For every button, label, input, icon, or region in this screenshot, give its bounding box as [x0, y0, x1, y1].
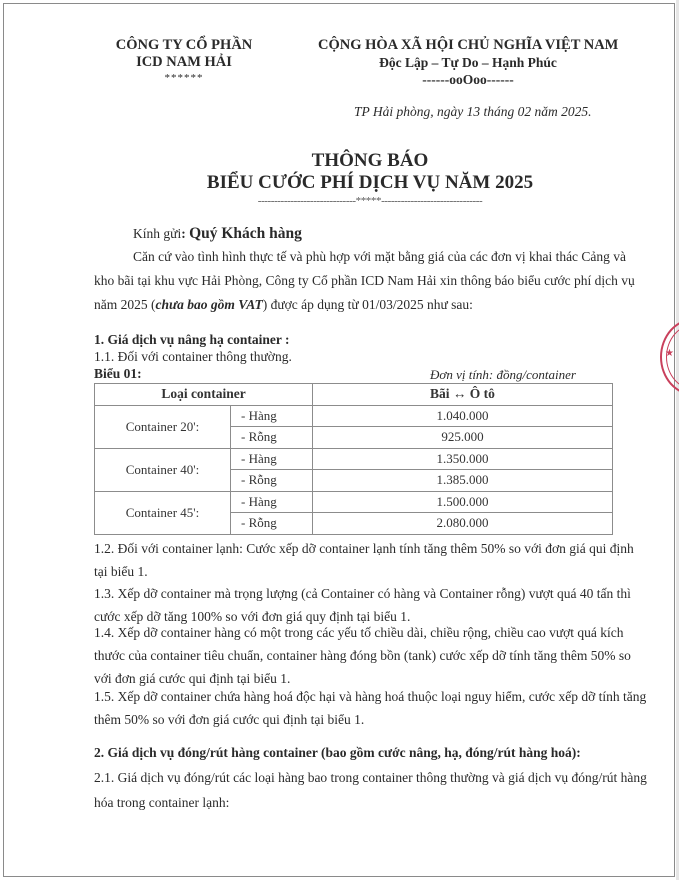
clause-1-5-line-2: thêm 50% so với đơn giá cước qui định tại biểu 1. [94, 712, 365, 727]
company-line-2: ICD NAM HẢI [136, 54, 232, 70]
clause-1-4-line-1: 1.4. Xếp dỡ container hàng có một trong các yếu tố chiều dài, chiều rộng, chiều cao vượt quá kích [94, 625, 624, 640]
national-header [318, 37, 618, 88]
status-cell: - Hàng [231, 491, 313, 513]
company-stars: ****** [164, 72, 204, 84]
intro-line-1: Căn cứ vào tình hình thực tế và phù hợp với mặt bằng giá của các đơn vị khai thác Cảng và [133, 249, 627, 264]
section-2-heading: 2. Giá dịch vụ đóng/rút hàng container (bao gồm cước nâng, hạ, đóng/rút hàng hoá): [94, 745, 581, 760]
section-1-heading: 1. Giá dịch vụ nâng hạ container : [94, 332, 290, 347]
title-divider: ------------------------------*****------------------------------- [257, 195, 483, 207]
title-line-2: BIỂU CƯỚC PHÍ DỊCH VỤ NĂM 2025 [206, 172, 534, 193]
price-cell: 1.500.000 [313, 491, 613, 513]
company-header [100, 37, 268, 85]
status-cell: - Rỗng [231, 427, 313, 449]
greeting-prefix: Kính gửi [133, 226, 182, 241]
price-cell: 1.385.000 [313, 470, 613, 492]
clause-1-3-line-2: cước xếp dỡ tăng 100% so với đơn giá quy định tại biểu 1. [94, 609, 411, 624]
status-cell: - Rỗng [231, 470, 313, 492]
price-cell: 2.080.000 [313, 513, 613, 535]
table-row [95, 491, 613, 513]
intro-line-2: kho bãi tại khu vực Hải Phòng, Công ty Cổ phần ICD Nam Hải xin thông báo biểu cước phí dịch vụ [94, 273, 635, 288]
header-yard-truck: Bãi ↔ Ô tô [313, 384, 613, 406]
greeting-colon: : [181, 226, 190, 241]
table-header-row [95, 384, 613, 406]
clause-1-4-line-2: thước của container tiêu chuẩn, container hàng đóng bồn (tank) cước xếp dỡ tính tăng thêm 50% so [94, 648, 631, 663]
container-type-cell: Container 45': [95, 491, 231, 534]
title-line-1: THÔNG BÁO [311, 150, 429, 171]
clause-1-2-line-2: tại biểu 1. [94, 564, 148, 579]
header-container-type: Loại container [95, 384, 313, 406]
clause-2-1-line-1: 2.1. Giá dịch vụ đóng/rút các loại hàng bao trong container thông thường và giá dịch vụ đóng/rút hàng [94, 770, 647, 785]
intro-line-3 [94, 293, 473, 317]
table-row [95, 448, 613, 470]
national-motto-line-2: Độc Lập – Tự Do – Hạnh Phúc [379, 55, 557, 70]
status-cell: - Hàng [231, 448, 313, 470]
national-motto-line-3: ------ooOoo------ [422, 72, 514, 87]
price-cell: 1.040.000 [313, 405, 613, 427]
price-cell: 925.000 [313, 427, 613, 449]
container-type-cell: Container 20': [95, 405, 231, 448]
document-title [180, 150, 560, 194]
clause-1-2-line-1: 1.2. Đối với container lạnh: Cước xếp dỡ container lạnh tính tăng thêm 50% so với đơn giá qui định [94, 541, 634, 556]
document-date: TP Hải phòng, ngày 13 tháng 02 năm 2025. [354, 104, 592, 119]
intro-line-3-post: ) được áp dụng từ 01/03/2025 như sau: [262, 297, 473, 312]
seal-star-icon: ★ [665, 348, 674, 359]
table-row [95, 405, 613, 427]
greeting [133, 225, 302, 243]
price-cell: 1.350.000 [313, 448, 613, 470]
clause-2-1-line-2: hóa trong container lạnh: [94, 795, 230, 810]
fee-table [94, 383, 613, 535]
intro-line-3-pre: năm 2025 ( [94, 297, 156, 312]
table-label: Biểu 01: [94, 366, 142, 381]
unit-note: Đơn vị tính: đồng/container [430, 367, 576, 382]
section-1-1-heading: 1.1. Đối với container thông thường. [94, 349, 292, 364]
status-cell: - Hàng [231, 405, 313, 427]
company-line-1: CÔNG TY CỔ PHẦN [115, 37, 253, 53]
clause-1-4-line-3: với đơn giá cước qui định tại biểu 1. [94, 671, 291, 686]
status-cell: - Rỗng [231, 513, 313, 535]
container-type-cell: Container 40': [95, 448, 231, 491]
national-motto-line-1: CỘNG HÒA XÃ HỘI CHỦ NGHĨA VIỆT NAM [318, 37, 619, 53]
clause-1-3-line-1: 1.3. Xếp dỡ container mà trọng lượng (cả Container có hàng và Container rỗng) vượt quá 40 tấn thì [94, 586, 631, 601]
greeting-recipient: Quý Khách hàng [189, 225, 302, 242]
clause-1-5-line-1: 1.5. Xếp dỡ container chứa hàng hoá độc hại và hàng hoá thuộc loại nguy hiểm, cước xếp dỡ tính tăng [94, 689, 647, 704]
vat-note: chưa bao gồm VAT [155, 297, 263, 312]
